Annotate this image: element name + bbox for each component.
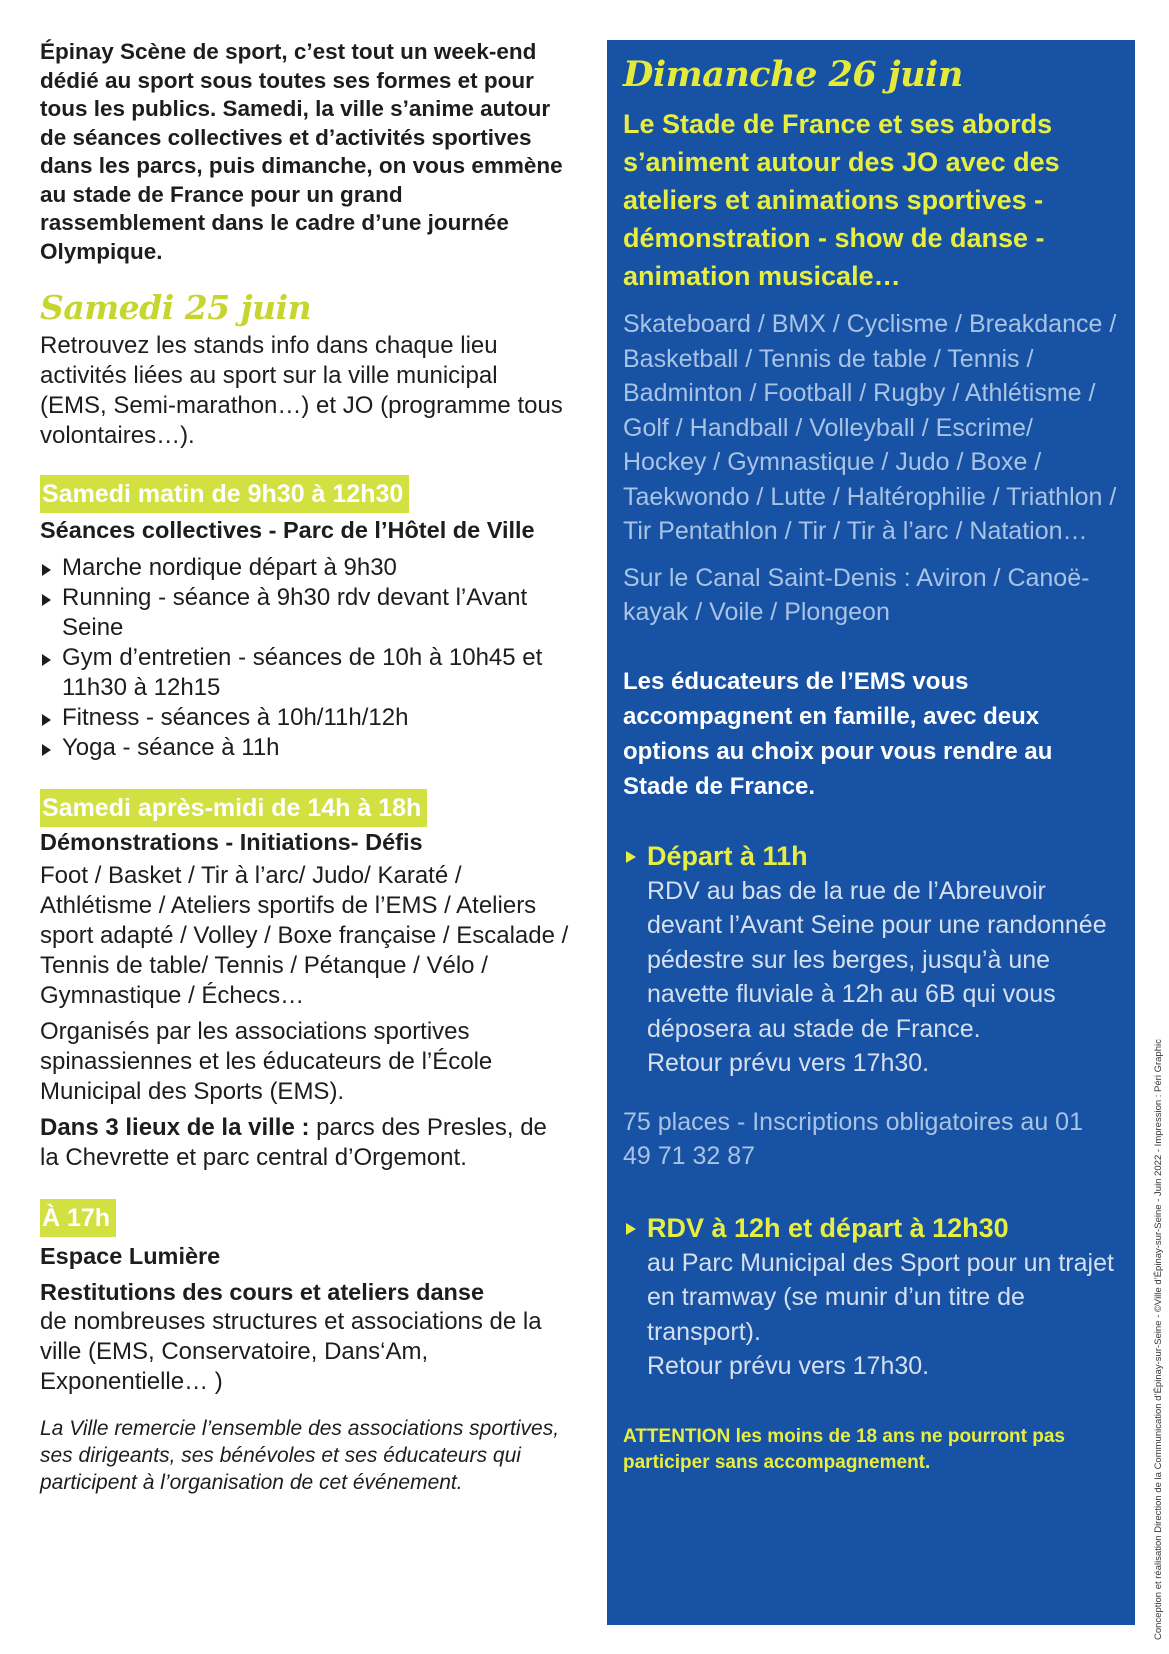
option-2 [623, 1210, 1117, 1384]
credit-line: Conception et réalisation Direction de la Communication d’Épinay-sur-Seine - ©Ville d’Épinay-sur-Seine - Juin 2022 - Impression : Péri Graphic [1153, 1039, 1164, 1640]
afternoon-section [40, 789, 570, 1173]
option-1-text: RDV au bas de la rue de l’Abreuvoir devant l’Avant Seine pour une randonnée pédestre sur les berges, jusqu’à une navette fluviale à 12h au 6B qui vous déposera au stade de France. [647, 876, 1107, 1043]
list-item: Yoga - séance à 11h [40, 733, 570, 763]
option-2-text: au Parc Municipal des Sport pour un trajet en tramway (se munir d’un titre de transport). [647, 1248, 1114, 1346]
morning-list [40, 553, 570, 763]
option-2-title: RDV à 12h et départ à 12h30 [623, 1210, 1117, 1246]
intro-paragraph: Épinay Scène de sport, c’est tout un week-end dédié au sport sous toutes ses formes et pour tous les publics. Samedi, la ville s’anime autour de séances collectives et d’activités sportives dans les parcs, puis dimanche, on vous emmène au stade de France pour un grand rassemblement dans le cadre d’une journée Olympique. [40, 39, 563, 264]
sunday-sports: Skateboard / BMX / Cyclisme / Breakdance / Basketball / Tennis de table / Tennis / Badminton / Football / Rugby / Athlétisme / Golf / Handball / Volleyball / Escrime/ Hockey / Gymnastique / Judo / Boxe / Taekwondo / Lutte / Haltérophilie / Triathlon / Tir Pentathlon / Tir / Tir à l’arc / Natation… [623, 310, 1117, 545]
evening-subtitle: Restitutions des cours et ateliers danse [40, 1279, 485, 1305]
evening-highlight: À 17h [40, 1199, 116, 1237]
left-column [40, 38, 570, 1496]
option-1-return: Retour prévu vers 17h30. [647, 1049, 930, 1077]
morning-highlight: Samedi matin de 9h30 à 12h30 [40, 475, 409, 513]
thanks-note: La Ville remercie l’ensemble des associations sportives, ses dirigeants, ses bénévoles et ses éducateurs qui participent à l’organisation de cet événement. [40, 1417, 560, 1494]
list-item: Marche nordique départ à 9h30 [40, 553, 570, 583]
option-1-title: Départ à 11h [623, 838, 1117, 874]
afternoon-organizers: Organisés par les associations sportives spinassiennes et les éducateurs de l’École Municipal des Sports (EMS). [40, 1018, 493, 1105]
sunday-canal: Sur le Canal Saint-Denis : Aviron / Canoë-kayak / Voile / Plongeon [623, 563, 1090, 626]
saturday-info: Retrouvez les stands info dans chaque lieu activités liées au sport sur la ville municipal (EMS, Semi-marathon…) et JO (programme tous volontaires…). [40, 332, 563, 449]
evening-venue: Espace Lumière [40, 1243, 221, 1269]
list-item: Fitness - séances à 10h/11h/12h [40, 703, 570, 733]
option-1 [623, 838, 1117, 1081]
afternoon-subtitle: Démonstrations - Initiations- Défis [40, 829, 423, 855]
places-bold: Dans 3 lieux de la ville : [40, 1114, 310, 1141]
saturday-title: Samedi 25 juin [40, 288, 312, 327]
list-item: Gym d’entretien - séances de 10h à 10h45 et 11h30 à 12h15 [40, 643, 570, 703]
educators-text: Les éducateurs de l’EMS vous accompagnent en famille, avec deux options au choix pour vous rendre au Stade de France. [623, 667, 1053, 800]
sunday-panel [607, 40, 1135, 1625]
sunday-lead: Le Stade de France et ses abords s’animent autour des JO avec des ateliers et animations sportives - démonstration - show de danse - animation musicale… [623, 109, 1060, 291]
warning-note: ATTENTION les moins de 18 ans ne pourront pas participer sans accompagnement. [623, 1425, 1066, 1473]
morning-section [40, 475, 570, 763]
evening-text: de nombreuses structures et associations de la ville (EMS, Conservatoire, Dans‘Am, Exponentielle… ) [40, 1308, 542, 1395]
option-2-return: Retour prévu vers 17h30. [647, 1352, 930, 1380]
places-info: 75 places - Inscriptions obligatoires au 01 49 71 32 87 [623, 1107, 1083, 1170]
morning-subtitle: Séances collectives - Parc de l’Hôtel de Ville [40, 517, 535, 543]
afternoon-highlight: Samedi après-midi de 14h à 18h [40, 789, 427, 827]
list-item: Running - séance à 9h30 rdv devant l’Avant Seine [40, 583, 570, 643]
afternoon-places [40, 1113, 570, 1173]
places-rest: parcs des Presles, de la Chevrette et parc central d’Orgemont. [40, 1114, 547, 1171]
sunday-title: Dimanche 26 juin [623, 54, 963, 95]
afternoon-activities: Foot / Basket / Tir à l’arc/ Judo/ Karaté / Athlétisme / Ateliers sportifs de l’EMS / Ateliers sport adapté / Volley / Boxe française / Escalade / Tennis de table/ Tennis / Pétanque / Vélo / Gymnastique / Échecs… [40, 862, 569, 1009]
evening-section [40, 1199, 570, 1397]
